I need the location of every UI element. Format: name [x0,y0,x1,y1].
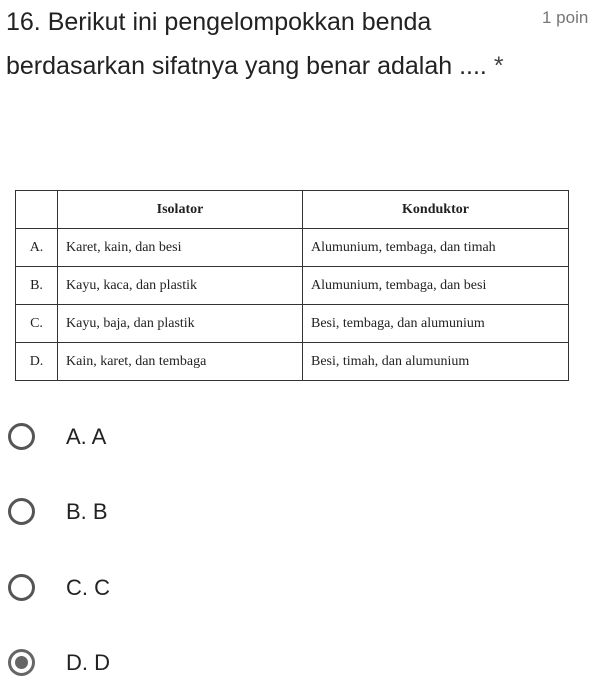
option-c[interactable] [8,574,110,601]
option-label: A. A [66,423,107,449]
question-text: 16. Berikut ini pengelompokkan benda berdasarkan sifatnya yang benar adalah .... [6,8,487,80]
table-row [16,305,569,343]
option-label: B. B [66,498,108,524]
option-label: D. D [66,649,110,675]
radio-icon[interactable] [8,574,35,601]
option-a[interactable] [8,423,106,450]
table-header [16,191,569,229]
option-b[interactable] [8,498,108,525]
cell: B. [16,267,58,305]
points-label: 1 poin [542,8,589,27]
question-title [6,0,531,88]
cell: A. [16,229,58,267]
cell: D. [16,343,58,381]
cell: Besi, timah, dan alumunium [303,343,569,381]
table-row [16,229,569,267]
radio-selected-icon[interactable] [8,649,35,676]
cell: Kayu, kaca, dan plastik [58,267,303,305]
table-row [16,343,569,381]
header-cell: Isolator [58,191,303,229]
option-d[interactable] [8,649,110,676]
header-cell [16,191,58,229]
question-table [15,190,569,381]
option-label: C. C [66,574,110,600]
cell: Kain, karet, dan tembaga [58,343,303,381]
radio-icon[interactable] [8,423,35,450]
header-cell: Konduktor [303,191,569,229]
cell: Karet, kain, dan besi [58,229,303,267]
cell: Alumunium, tembaga, dan timah [303,229,569,267]
cell: Alumunium, tembaga, dan besi [303,267,569,305]
cell: Kayu, baja, dan plastik [58,305,303,343]
radio-icon[interactable] [8,498,35,525]
cell: C. [16,305,58,343]
required-marker: * [493,52,504,80]
cell: Besi, tembaga, dan alumunium [303,305,569,343]
table-row [16,267,569,305]
